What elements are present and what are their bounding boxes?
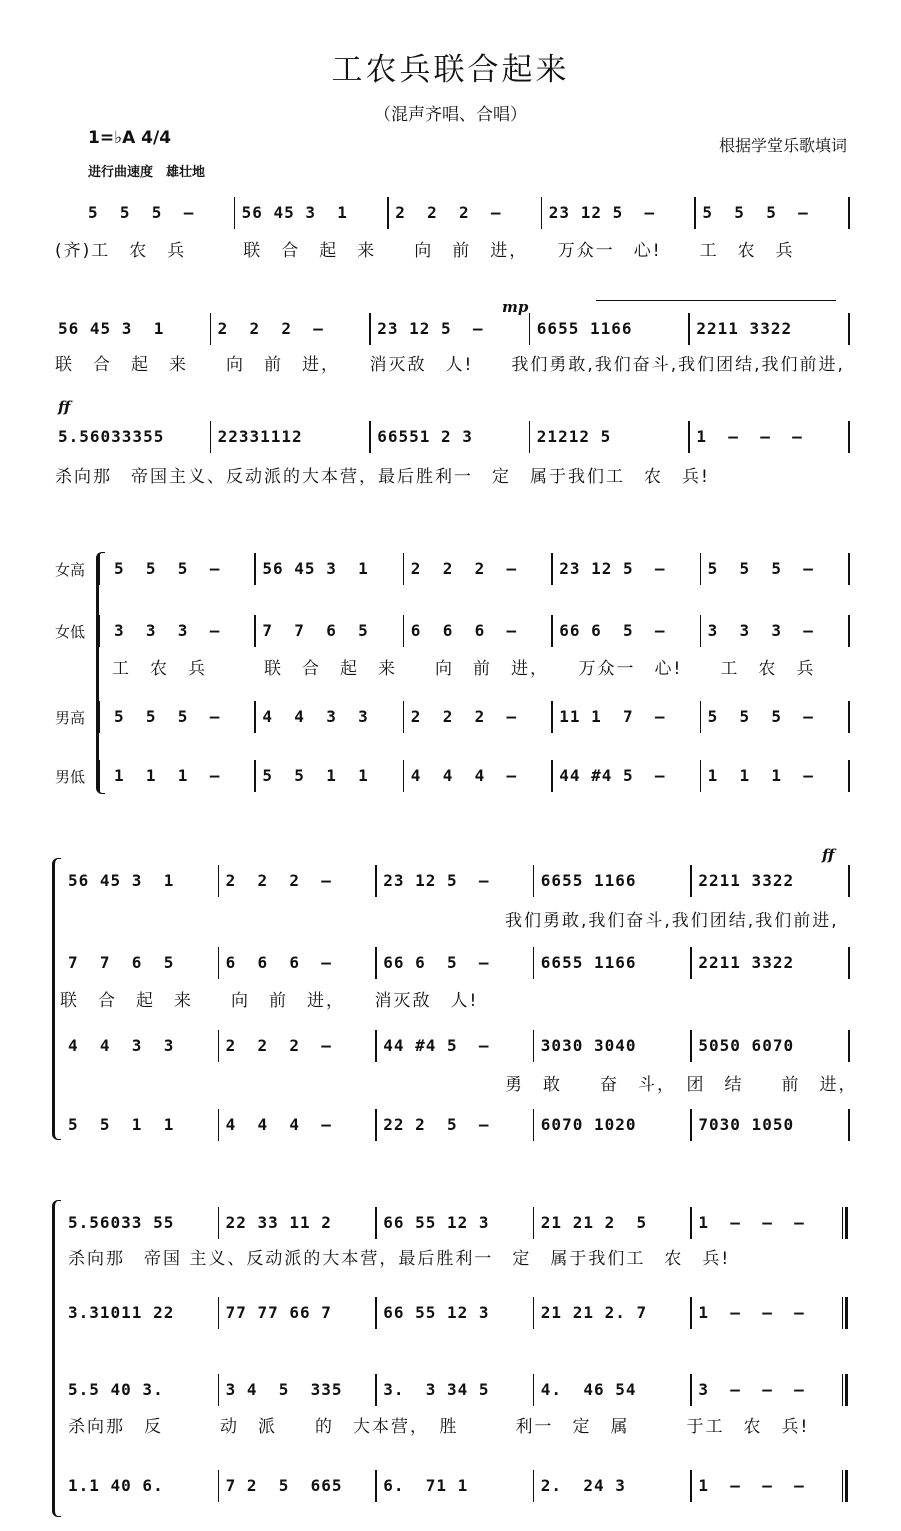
barline xyxy=(403,615,405,647)
measure: 7 7 6 5 xyxy=(68,953,175,972)
measure: 6. 71 1 xyxy=(383,1476,469,1495)
measure: 3 3 3 – xyxy=(707,621,814,640)
barline xyxy=(387,197,389,229)
measure: 44 #4 5 – xyxy=(559,766,666,785)
measure: 7030 1050 xyxy=(698,1115,795,1134)
barline xyxy=(375,1207,377,1239)
barline xyxy=(551,615,553,647)
part-label: 男高 xyxy=(55,709,86,727)
measure: 1 1 1 – xyxy=(707,766,814,785)
barline xyxy=(375,865,377,897)
lyrics-line: (齐)工 农 兵 联 合 起 来 向 前 进， 万众一 心! 工 农 兵 xyxy=(55,241,795,261)
part-label: 女低 xyxy=(55,623,86,641)
barline xyxy=(848,1109,850,1141)
barline xyxy=(842,1470,848,1502)
barline xyxy=(700,760,702,792)
lyrics-line: 勇 敢 奋 斗， 团 结 前 进， xyxy=(505,1075,858,1095)
measure: 3030 3040 xyxy=(540,1036,637,1055)
notation-row xyxy=(60,1300,848,1326)
barline xyxy=(694,197,696,229)
barline xyxy=(403,701,405,733)
lyrics-line: 联 合 起 来 向 前 进， 消灭敌 人! xyxy=(60,991,479,1011)
barline xyxy=(529,313,531,345)
lyricist-credit: 根据学堂乐歌填词 xyxy=(718,136,847,155)
barline xyxy=(842,1297,848,1329)
barline xyxy=(690,1297,692,1329)
measure: 5 5 1 1 xyxy=(68,1115,175,1134)
measure: 4 4 4 – xyxy=(410,766,518,785)
barline xyxy=(218,1297,220,1329)
measure: 6655 1166 xyxy=(536,319,633,338)
barline xyxy=(98,701,100,733)
barline xyxy=(98,760,100,792)
barline xyxy=(533,947,535,979)
notation-row xyxy=(60,1473,848,1499)
barline xyxy=(700,701,702,733)
barline xyxy=(254,615,256,647)
measure: 1 – – – xyxy=(698,1476,805,1495)
barline xyxy=(842,1207,848,1239)
measure: 11 1 7 – xyxy=(559,707,666,726)
notation-row xyxy=(60,1112,848,1138)
barline xyxy=(369,421,371,453)
barline xyxy=(690,1207,692,1239)
barline xyxy=(218,1470,220,1502)
barline xyxy=(533,1297,535,1329)
dynamic-marking: ff xyxy=(822,846,835,864)
measure: 2 2 2 – xyxy=(217,319,324,338)
barline xyxy=(690,1030,692,1062)
measure: 5 5 5 – xyxy=(707,559,814,578)
measure: 23 12 5 – xyxy=(377,319,484,338)
barline xyxy=(551,701,553,733)
barline xyxy=(533,1030,535,1062)
barline xyxy=(688,421,690,453)
measure: 3. 3 34 5 xyxy=(383,1380,490,1399)
lyrics-line: 联 合 起 来 向 前 进， 消灭敌 人! 我们勇敢,我们奋斗,我们团结,我们前进, xyxy=(55,355,845,375)
barline xyxy=(700,553,702,585)
measure: 22331112 xyxy=(217,427,303,446)
measure: 1 – – – xyxy=(696,427,803,446)
measure: 3 3 3 – xyxy=(114,621,221,640)
key-signature: 1=♭A 4/4 xyxy=(88,128,172,148)
measure: 6655 1166 xyxy=(540,953,637,972)
barline xyxy=(375,1470,377,1502)
measure: 23 12 5 – xyxy=(548,203,656,222)
barline xyxy=(551,553,553,585)
barline xyxy=(551,760,553,792)
notation-row xyxy=(106,763,848,789)
dynamic-marking: ff xyxy=(58,398,71,416)
measure: 6 6 6 – xyxy=(225,953,332,972)
measure: 2 2 2 – xyxy=(225,871,332,890)
notation-row xyxy=(106,704,848,730)
barline xyxy=(690,865,692,897)
measure: 5 5 5 – xyxy=(88,203,195,222)
notation-row xyxy=(60,950,848,976)
barline xyxy=(218,947,220,979)
notation-row xyxy=(60,1377,848,1403)
barline xyxy=(234,197,236,229)
barline xyxy=(533,1374,535,1406)
barline xyxy=(529,421,531,453)
notation-row xyxy=(60,868,848,894)
tempo-marking: 进行曲速度 雄壮地 xyxy=(88,165,206,180)
notation-row xyxy=(80,200,848,226)
barline xyxy=(403,760,405,792)
measure: 5 5 5 – xyxy=(114,559,221,578)
measure: 21 21 2. 7 xyxy=(540,1303,648,1322)
measure: 21 21 2 5 xyxy=(540,1213,648,1232)
measure: 4. 46 54 xyxy=(540,1380,637,1399)
lyrics-line: 我们勇敢,我们奋斗,我们团结,我们前进, xyxy=(505,911,839,931)
measure: 5050 6070 xyxy=(698,1036,795,1055)
measure: 1 – – – xyxy=(698,1213,805,1232)
measure: 22 33 11 2 xyxy=(225,1213,332,1232)
barline xyxy=(218,1374,220,1406)
barline xyxy=(848,421,850,453)
barline xyxy=(254,760,256,792)
measure: 22 2 5 – xyxy=(383,1115,490,1134)
barline xyxy=(98,615,100,647)
measure: 66 55 12 3 xyxy=(383,1303,490,1322)
measure: 66 6 5 – xyxy=(383,953,490,972)
barline xyxy=(690,1374,692,1406)
measure: 66 6 5 – xyxy=(559,621,666,640)
barline xyxy=(690,1109,692,1141)
system-brace xyxy=(96,552,105,794)
barline xyxy=(541,197,543,229)
measure: 6655 1166 xyxy=(540,871,637,890)
barline xyxy=(254,553,256,585)
measure: 5 5 5 – xyxy=(114,707,221,726)
barline xyxy=(533,865,535,897)
barline xyxy=(848,760,850,792)
barline xyxy=(218,865,220,897)
barline xyxy=(842,1374,848,1406)
notation-row xyxy=(60,1033,848,1059)
barline xyxy=(690,1470,692,1502)
measure: 56 45 3 1 xyxy=(241,203,348,222)
measure: 5.56033355 xyxy=(58,427,165,446)
barline xyxy=(369,313,371,345)
measure: 2 2 2 – xyxy=(410,707,518,726)
measure: 2211 3322 xyxy=(696,319,793,338)
barline xyxy=(375,1374,377,1406)
barline xyxy=(218,1207,220,1239)
barline xyxy=(254,701,256,733)
barline xyxy=(848,947,850,979)
barline xyxy=(848,701,850,733)
measure: 1 1 1 – xyxy=(114,766,221,785)
barline xyxy=(375,1030,377,1062)
barline xyxy=(690,947,692,979)
barline xyxy=(688,313,690,345)
barline xyxy=(848,553,850,585)
measure: 6070 1020 xyxy=(540,1115,637,1134)
measure: 66551 2 3 xyxy=(377,427,473,446)
crescendo-line xyxy=(596,300,836,301)
measure: 2 2 2 – xyxy=(225,1036,332,1055)
part-label: 男低 xyxy=(55,768,86,786)
measure: 7 2 5 665 xyxy=(225,1476,343,1495)
system-brace xyxy=(52,1200,61,1517)
measure: 21212 5 xyxy=(536,427,612,446)
barline xyxy=(375,947,377,979)
measure: 4 4 4 – xyxy=(225,1115,332,1134)
measure: 1.1 40 6. xyxy=(68,1476,164,1495)
song-title: 工农兵联合起来 xyxy=(331,52,570,88)
measure: 3 – – – xyxy=(698,1380,805,1399)
measure: 3.31011 22 xyxy=(68,1303,175,1322)
measure: 2 2 2 – xyxy=(410,559,518,578)
measure: 5 5 5 – xyxy=(707,707,814,726)
lyrics-line: 杀向那 帝国主义、反动派的大本营，最后胜利一 定 属于我们工 农 兵! xyxy=(55,467,710,487)
barline xyxy=(218,1030,220,1062)
notation-row xyxy=(106,556,848,582)
measure: 5.5 40 3. xyxy=(68,1380,164,1399)
barline xyxy=(848,313,850,345)
measure: 4 4 3 3 xyxy=(68,1036,175,1055)
barline xyxy=(218,1109,220,1141)
song-subtitle: （混声齐唱、合唱） xyxy=(374,105,527,125)
measure: 7 7 6 5 xyxy=(262,621,369,640)
measure: 23 12 5 – xyxy=(383,871,490,890)
part-label: 女高 xyxy=(55,561,86,579)
measure: 3 4 5 335 xyxy=(225,1380,343,1399)
barline xyxy=(848,197,850,229)
measure: 44 #4 5 – xyxy=(383,1036,490,1055)
measure: 2 2 2 – xyxy=(395,203,502,222)
measure: 2211 3322 xyxy=(698,953,795,972)
dynamic-marking: mp xyxy=(502,298,529,316)
measure: 56 45 3 1 xyxy=(58,319,165,338)
barline xyxy=(375,1109,377,1141)
barline xyxy=(848,865,850,897)
notation-row xyxy=(60,1210,848,1236)
lyrics-line: 杀向那 反 动 派 的 大本营， 胜 利一 定 属 于工 农 兵! xyxy=(68,1417,810,1437)
measure: 77 77 66 7 xyxy=(225,1303,332,1322)
notation-row xyxy=(50,424,848,450)
measure: 1 – – – xyxy=(698,1303,805,1322)
lyrics-line: 杀向那 帝国 主义、反动派的大本营，最后胜利一 定 属于我们工 农 兵! xyxy=(68,1249,731,1269)
notation-row xyxy=(106,618,848,644)
measure: 23 12 5 – xyxy=(559,559,666,578)
lyrics-line: 工 农 兵 联 合 起 来 向 前 进， 万众一 心! 工 农 兵 xyxy=(112,659,816,679)
measure: 56 45 3 1 xyxy=(262,559,369,578)
barline xyxy=(848,1030,850,1062)
measure: 6 6 6 – xyxy=(410,621,518,640)
barline xyxy=(375,1297,377,1329)
measure: 2211 3322 xyxy=(698,871,795,890)
measure: 56 45 3 1 xyxy=(68,871,175,890)
barline xyxy=(700,615,702,647)
barline xyxy=(98,553,100,585)
barline xyxy=(533,1109,535,1141)
barline xyxy=(210,313,212,345)
barline xyxy=(533,1207,535,1239)
measure: 66 55 12 3 xyxy=(383,1213,490,1232)
measure: 2. 24 3 xyxy=(540,1476,626,1495)
barline xyxy=(210,421,212,453)
barline xyxy=(848,615,850,647)
barline xyxy=(403,553,405,585)
notation-row xyxy=(50,316,848,342)
measure: 4 4 3 3 xyxy=(262,707,369,726)
measure: 5.56033 55 xyxy=(68,1213,175,1232)
measure: 5 5 5 – xyxy=(702,203,809,222)
measure: 5 5 1 1 xyxy=(262,766,369,785)
barline xyxy=(533,1470,535,1502)
